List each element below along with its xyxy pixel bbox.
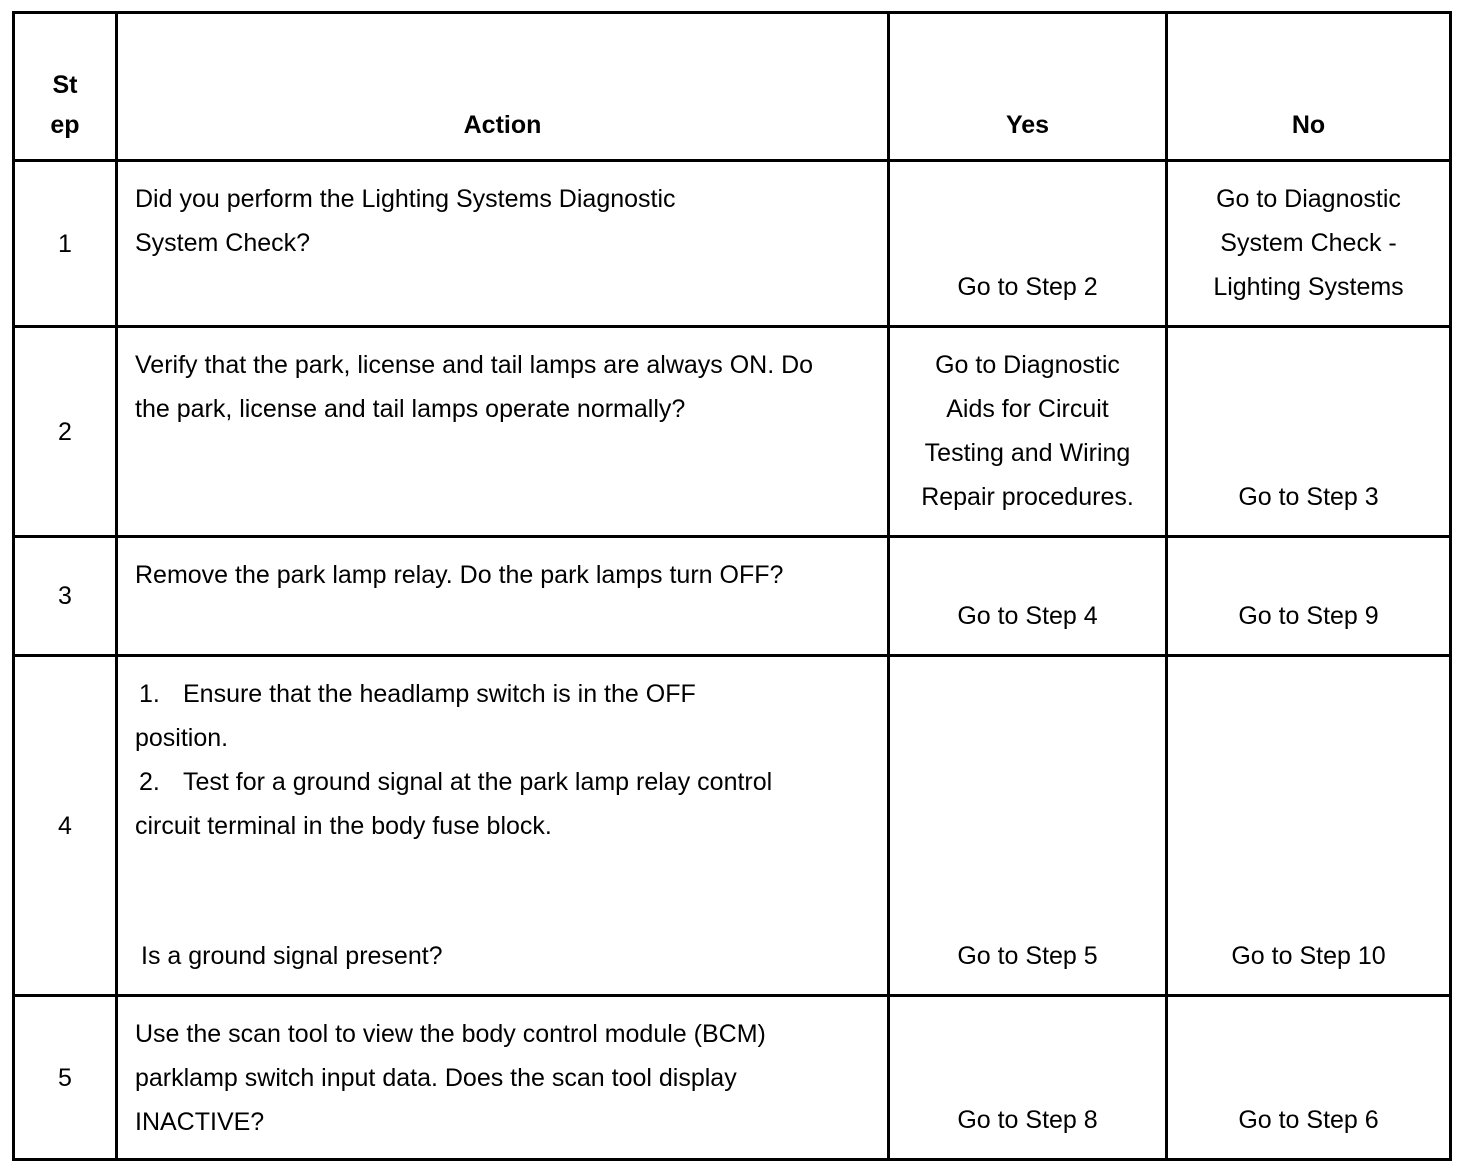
step-number: 1 <box>14 161 117 327</box>
action-text <box>117 327 889 537</box>
header-step-line1: St <box>52 71 78 99</box>
step-number: 2 <box>14 327 117 537</box>
step-number: 3 <box>14 537 117 656</box>
action-paragraph: Verify that the park, license and tail lamps are always ON. Do the park, license and tail lamps operate normally? <box>135 351 814 423</box>
yes-text: Go to Diagnostic Aids for Circuit Testing and Wiring Repair procedures. <box>921 351 1134 511</box>
action-paragraph: Use the scan tool to view the body control module (BCM) parklamp switch input data. Does the scan tool display INACTIVE? <box>135 1020 766 1136</box>
header-step-line2: ep <box>50 111 80 139</box>
yes-result <box>889 327 1167 537</box>
no-result <box>1167 537 1451 656</box>
yes-text: Go to Step 2 <box>957 273 1098 301</box>
action-question: Is a ground signal present? <box>141 942 443 970</box>
action-paragraph: Did you perform the Lighting Systems Diagnostic System Check? <box>135 185 676 257</box>
no-result <box>1167 327 1451 537</box>
header-no: No <box>1167 13 1451 161</box>
list-text: Ensure that the headlamp switch is in the OFF position. <box>135 680 696 752</box>
action-paragraph: Remove the park lamp relay. Do the park lamps turn OFF? <box>135 561 784 589</box>
action-list-item <box>135 760 775 848</box>
spacer <box>135 848 877 934</box>
yes-result <box>889 996 1167 1160</box>
yes-result <box>889 537 1167 656</box>
list-text: Test for a ground signal at the park lamp relay control circuit terminal in the body fuse block. <box>135 768 773 840</box>
header-yes: Yes <box>889 13 1167 161</box>
yes-text: Go to Step 4 <box>957 602 1098 630</box>
header-action: Action <box>117 13 889 161</box>
list-number: 2. <box>139 768 160 796</box>
action-text <box>117 996 889 1160</box>
no-text: Go to Step 3 <box>1238 483 1379 511</box>
table-row <box>14 161 1451 327</box>
table-row <box>14 327 1451 537</box>
no-result <box>1167 996 1451 1160</box>
no-result <box>1167 656 1451 996</box>
yes-text: Go to Step 5 <box>957 942 1098 970</box>
action-text <box>117 656 889 996</box>
no-result <box>1167 161 1451 327</box>
step-number: 4 <box>14 656 117 996</box>
action-text <box>117 161 889 327</box>
action-text <box>117 537 889 656</box>
no-text: Go to Step 9 <box>1238 602 1379 630</box>
action-list-item <box>135 672 775 760</box>
table-header-row <box>14 13 1451 161</box>
table-row <box>14 996 1451 1160</box>
table-row <box>14 537 1451 656</box>
yes-result <box>889 656 1167 996</box>
no-text: Go to Step 6 <box>1238 1106 1379 1134</box>
diagnostic-table <box>12 11 1452 1161</box>
table-row <box>14 656 1451 996</box>
no-text: Go to Diagnostic System Check - Lighting Systems <box>1213 185 1404 301</box>
no-text: Go to Step 10 <box>1231 942 1386 970</box>
yes-text: Go to Step 8 <box>957 1106 1098 1134</box>
yes-result <box>889 161 1167 327</box>
step-number: 5 <box>14 996 117 1160</box>
header-step <box>14 13 117 161</box>
list-number: 1. <box>139 680 160 708</box>
